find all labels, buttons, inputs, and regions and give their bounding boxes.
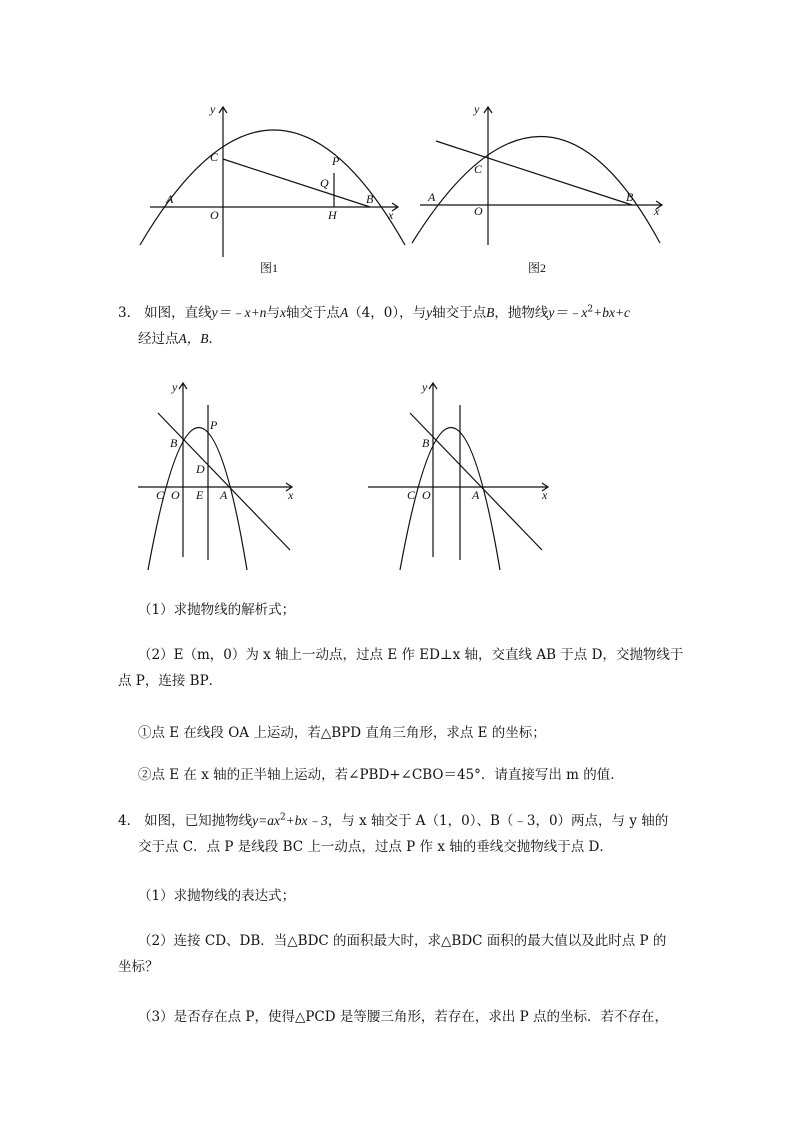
q3-eq2: +bx+c [593,305,631,320]
q3-part1-text: （1）求抛物线的解析式； [138,602,296,618]
q4-text: ，与 x 轴交于 A（1，0）、B（﹣3，0）两点，与 y 轴的 [327,813,669,829]
q3l-label-a: A [220,488,228,502]
line-ab [158,413,290,550]
q4-eq-sup: 2 [279,812,286,823]
fig1-label-p: P [332,154,340,168]
q3l-label-c: C [156,488,165,502]
q3-text: （4，0） [348,305,400,321]
q3-eq2: y＝﹣x [548,305,588,320]
fig2-label-c: C [474,162,483,176]
q3-text: 与 [266,305,280,321]
q3r-label-o: O [422,488,431,502]
q3l-label-e: E [196,488,204,502]
q3-figure-right [360,375,560,575]
q3-part1 [138,597,698,623]
q3-sub2-text: ②点 E 在 x 轴的正半轴上运动，若∠PBD+∠CBO＝45°．请直接写出 m 的值． [138,767,624,783]
q3-var: A [339,305,349,320]
q3-var: B [486,305,495,320]
q3r-label-c: C [407,488,416,502]
q3l-label-b: B [170,436,178,450]
q3-sub1-text: ①点 E 在线段 OA 上运动，若△BPD 直角三角形，求点 E 的坐标； [138,725,546,741]
q3-part2-line1: （2）E（m，0）为 x 轴上一动点，过点 E 作 ED⊥x 轴，交直线 AB 于点 D，交抛物线于 [138,647,684,663]
q4-stem [118,808,678,860]
q3-figure-left [130,375,310,575]
q3-text: ，抛物线 [494,305,549,321]
q3l-label-d: D [196,462,205,476]
q3-text: 如图，直线 [144,305,212,321]
q3-var: y [426,305,433,320]
q3l-label-y: y [172,380,178,394]
q4-part2-line1: （2）连接 CD、DB．当△BDC 的面积最大时，求△BDC 面积的最大值以及此时点 P 的 [138,933,667,949]
q3r-label-a: A [472,488,480,502]
q3-part2-sub2 [138,762,698,788]
q3-eq1: y＝﹣x+n [211,305,267,320]
figure-2 [400,95,680,285]
q4-eq: y=ax [252,813,280,828]
q3-text: 经过点 [138,331,179,347]
q3-text: ，与 [399,305,427,321]
q4-part1-text: （1）求抛物线的表达式； [138,888,296,904]
q4-eq: +bx﹣3 [285,813,328,828]
fig1-label-h: H [328,208,337,222]
fig2-label-b: B [626,190,634,204]
q3l-label-p: P [210,418,218,432]
q4-part3 [138,1004,698,1030]
q4-part1 [138,883,698,909]
q3-var: x [279,305,286,320]
q4-number: 4． [118,813,141,829]
q4-part2-line2: 坐标？ [118,959,159,975]
fig1-label-c: C [210,150,219,164]
fig1-label-a: A [166,192,174,206]
fig1-label-o: O [210,208,219,222]
q3-text: 轴交于点 [285,305,340,321]
q4-text: 如图，已知抛物线 [144,813,253,829]
fig2-label-x: x [654,204,660,218]
fig2-caption: 图2 [528,261,547,275]
figure-1 [130,95,410,285]
fig1-label-x: x [388,208,394,222]
line-ab [410,413,542,550]
fig1-label-y: y [210,102,216,116]
q3-var: A，B [178,331,209,346]
q4-part3-line1: （3）是否存在点 P，使得△PCD 是等腰三角形，若存在，求出 P 点的坐标．若不存在， [138,1009,669,1025]
q4-part2 [118,928,698,980]
fig2-label-y: y [474,102,480,116]
fig2-label-o: O [474,204,483,218]
q3r-label-y: y [422,380,428,394]
q3-text: ． [208,331,222,347]
line-through-b [436,141,632,205]
q3l-label-o: O [171,488,180,502]
parabola [412,137,660,244]
q3-number: 3． [118,305,141,321]
q3l-label-x: x [288,488,294,502]
parabola [140,130,405,245]
fig1-caption: 图1 [260,261,279,275]
q3-text: 轴交于点 [432,305,487,321]
q4-line2: 交于点 C．点 P 是线段 BC 上一动点，过点 P 作 x 轴的垂线交抛物线于点 D． [138,839,613,855]
q3-part2-line2: 点 P，连接 BP． [118,673,223,689]
q3r-label-b: B [422,436,430,450]
q3r-label-x: x [542,488,548,502]
fig1-label-q: Q [320,176,329,190]
q3-stem [118,300,678,352]
q3-part2-sub1 [138,720,698,746]
fig2-label-a: A [428,190,436,204]
fig1-label-b: B [366,192,374,206]
q3-part2 [118,642,698,694]
q3-eq2-sup: 2 [587,304,594,315]
